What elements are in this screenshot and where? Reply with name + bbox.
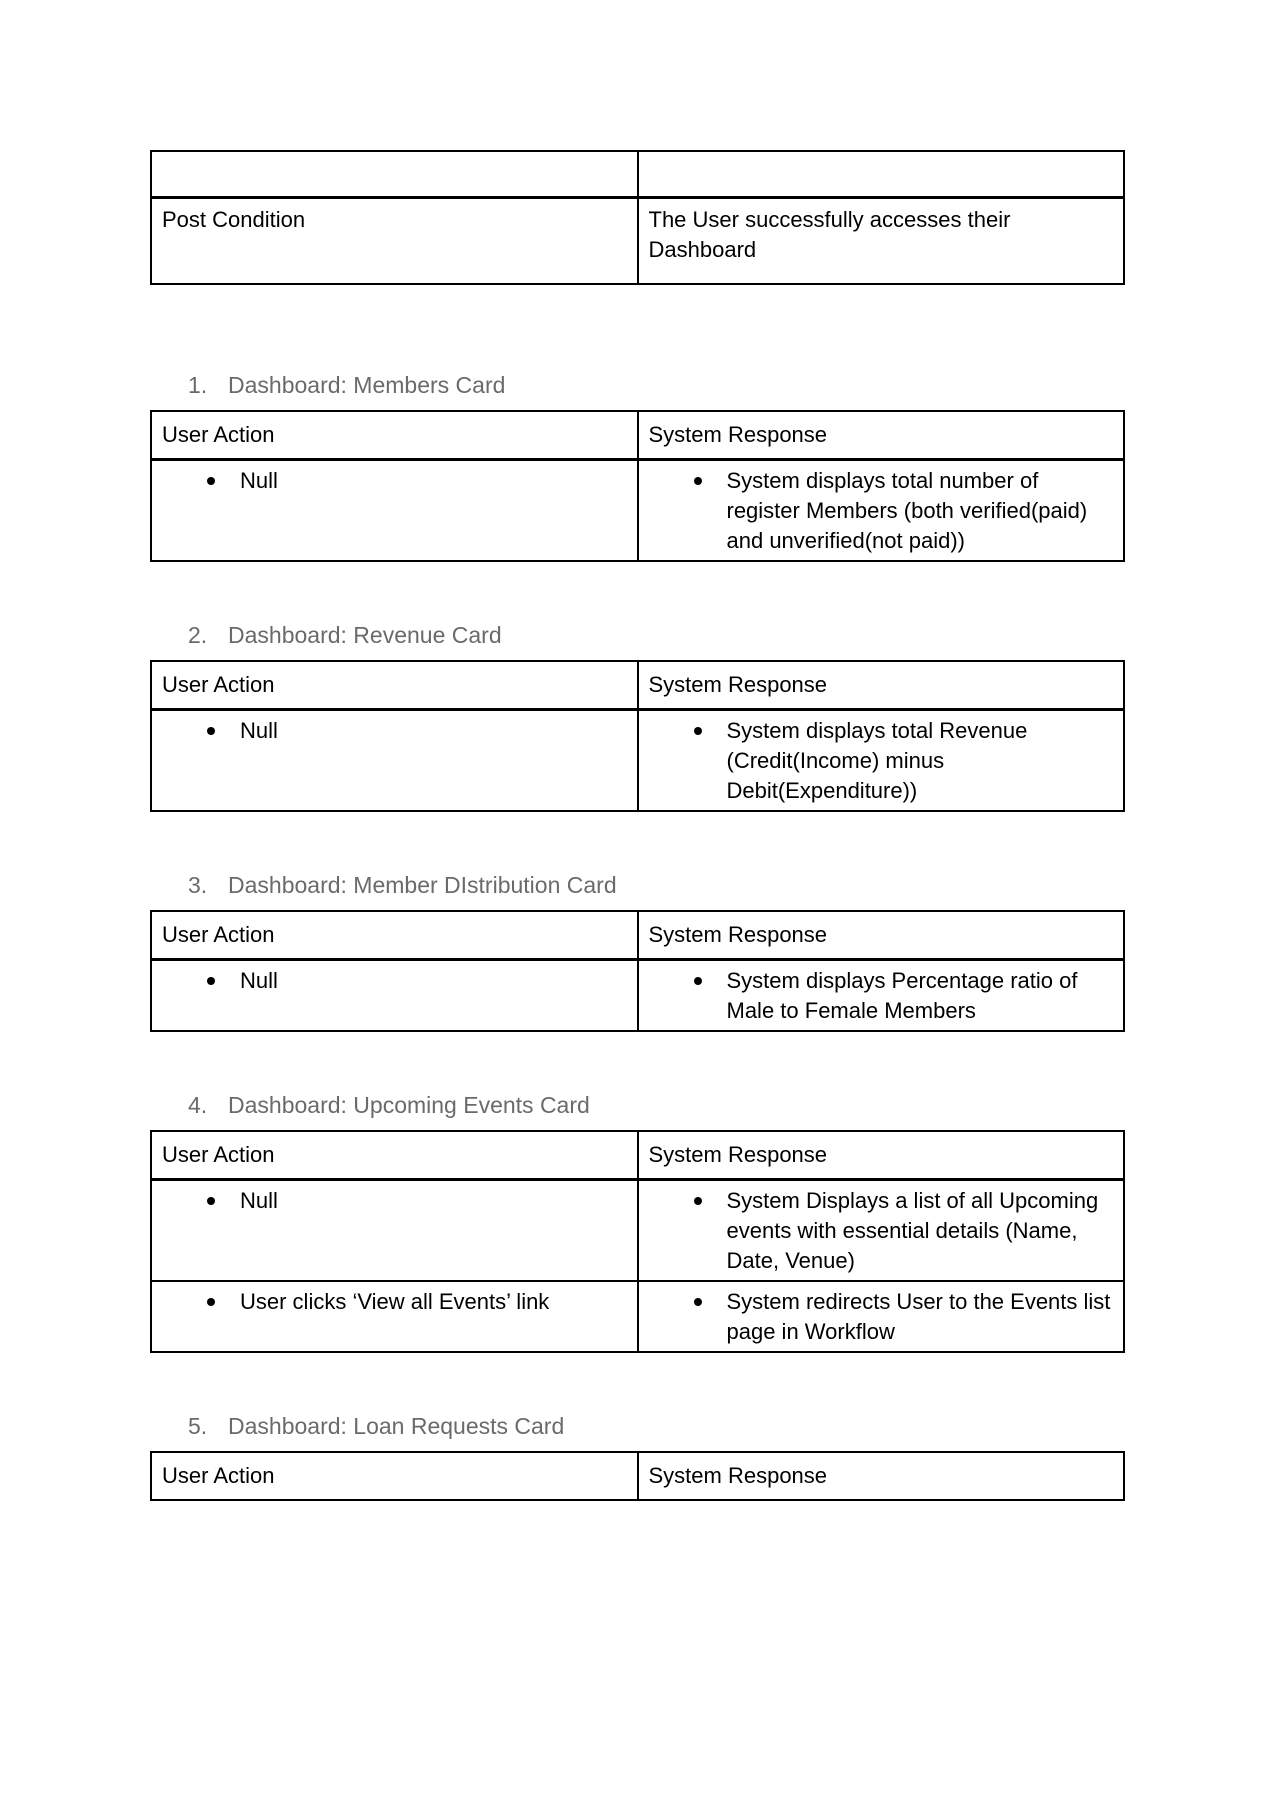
table-header-row: [151, 1131, 1124, 1180]
system-response-cell: [638, 460, 1125, 562]
user-action-text: Null: [240, 468, 278, 493]
column-header-system-response: System Response: [638, 661, 1125, 710]
column-header-user-action: User Action: [151, 1131, 638, 1180]
section-title: Dashboard: Loan Requests Card: [228, 1413, 565, 1439]
user-action-text: Null: [240, 968, 278, 993]
bullet-icon: [694, 977, 702, 985]
list-item: [649, 716, 1114, 806]
column-header-user-action: User Action: [151, 661, 638, 710]
empty-cell: [638, 151, 1125, 198]
document-page: [0, 150, 1275, 1800]
bullet-icon: [694, 1298, 702, 1306]
column-header-system-response: System Response: [638, 1452, 1125, 1500]
section-title: Dashboard: Member DIstribution Card: [228, 872, 617, 898]
section-heading-upcoming-events-card: [150, 1090, 1125, 1120]
column-header-system-response: System Response: [638, 1131, 1125, 1180]
section-number: 2.: [188, 622, 208, 648]
system-response-text: System displays Percentage ratio of Male to Female Members: [726, 968, 1078, 1023]
table-header-row: [151, 911, 1124, 960]
use-case-table-revenue-card: [150, 660, 1125, 812]
document-content: [150, 150, 1125, 1501]
section-heading-revenue-card: [150, 620, 1125, 650]
system-response-cell: [638, 960, 1125, 1032]
list-item: [649, 966, 1114, 1026]
post-condition-label: Post Condition: [151, 198, 638, 285]
use-case-table-loan-requests-card: [150, 1451, 1125, 1501]
column-header-user-action: User Action: [151, 911, 638, 960]
system-response-text: System displays total number of register Members (both verified(paid) and unverified(not paid)): [726, 468, 1088, 553]
column-header-user-action: User Action: [151, 411, 638, 460]
user-action-cell: [151, 1180, 638, 1282]
bullet-icon: [207, 1197, 215, 1205]
section-heading-members-card: [150, 370, 1125, 400]
use-case-table-member-distribution-card: [150, 910, 1125, 1032]
list-item: [649, 1287, 1114, 1347]
bullet-icon: [694, 477, 702, 485]
table-row-post-condition: [151, 198, 1124, 285]
table-header-row: [151, 661, 1124, 710]
system-response-cell: [638, 1281, 1125, 1352]
list-item: [162, 466, 627, 496]
system-response-cell: [638, 1180, 1125, 1282]
bullet-icon: [207, 1298, 215, 1306]
user-action-text: User clicks ‘View all Events’ link: [240, 1289, 550, 1314]
section-title: Dashboard: Members Card: [228, 372, 506, 398]
list-item: [162, 716, 627, 746]
list-item: [162, 1287, 627, 1317]
user-action-cell: [151, 960, 638, 1032]
list-item: [649, 466, 1114, 556]
user-action-text: Null: [240, 718, 278, 743]
list-item: [162, 1186, 627, 1216]
section-number: 4.: [188, 1092, 208, 1118]
bullet-icon: [207, 477, 215, 485]
table-row: [151, 1180, 1124, 1282]
section-number: 3.: [188, 872, 208, 898]
table-header-row: [151, 411, 1124, 460]
user-action-text: Null: [240, 1188, 278, 1213]
system-response-cell: [638, 710, 1125, 812]
table-row: [151, 460, 1124, 562]
system-response-text: System Displays a list of all Upcoming events with essential details (Name, Date, Venue): [726, 1188, 1099, 1273]
bullet-icon: [207, 727, 215, 735]
section-title: Dashboard: Upcoming Events Card: [228, 1092, 590, 1118]
system-response-text: System displays total Revenue (Credit(Income) minus Debit(Expenditure)): [726, 718, 1028, 803]
table-header-row: [151, 1452, 1124, 1500]
system-response-text: System redirects User to the Events list page in Workflow: [726, 1289, 1111, 1344]
section-title: Dashboard: Revenue Card: [228, 622, 502, 648]
column-header-system-response: System Response: [638, 411, 1125, 460]
empty-cell: [151, 151, 638, 198]
user-action-cell: [151, 460, 638, 562]
section-number: 1.: [188, 372, 208, 398]
table-row-empty: [151, 151, 1124, 198]
list-item: [162, 966, 627, 996]
table-row: [151, 710, 1124, 812]
section-heading-member-distribution-card: [150, 870, 1125, 900]
table-row: [151, 1281, 1124, 1352]
bullet-icon: [207, 977, 215, 985]
bullet-icon: [694, 727, 702, 735]
column-header-user-action: User Action: [151, 1452, 638, 1500]
user-action-cell: [151, 710, 638, 812]
list-item: [649, 1186, 1114, 1276]
table-row: [151, 960, 1124, 1032]
bullet-icon: [694, 1197, 702, 1205]
post-condition-value: The User successfully accesses their Dashboard: [638, 198, 1125, 285]
post-condition-table: [150, 150, 1125, 285]
use-case-table-members-card: [150, 410, 1125, 562]
user-action-cell: [151, 1281, 638, 1352]
section-number: 5.: [188, 1413, 208, 1439]
use-case-table-upcoming-events-card: [150, 1130, 1125, 1353]
column-header-system-response: System Response: [638, 911, 1125, 960]
section-heading-loan-requests-card: [150, 1411, 1125, 1441]
